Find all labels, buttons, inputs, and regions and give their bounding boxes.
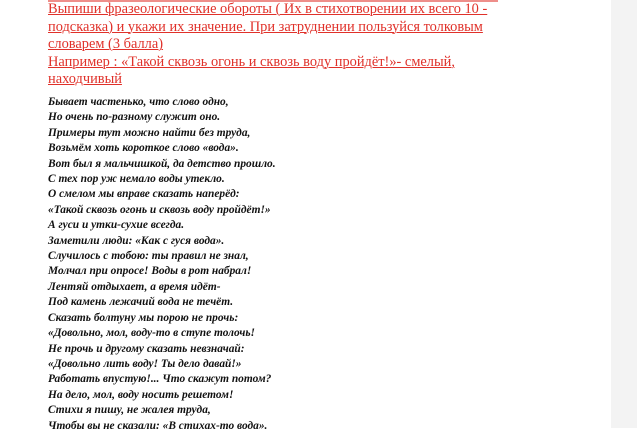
- poem-line: Не прочь и другому сказать невзначай:: [48, 342, 245, 355]
- poem-line: «Довольно лить воду! Ты дело давай!»: [48, 357, 242, 370]
- example-line-continued: находчивый: [48, 71, 122, 88]
- poem-line: На дело, мол, воду носить решетом!: [48, 388, 234, 401]
- poem-line: Возьмём хоть короткое слово «вода».: [48, 142, 239, 155]
- poem-line: Стихи я пишу, не жалея труда,: [48, 404, 211, 417]
- right-margin-strip: [611, 0, 637, 428]
- poem-line: С тех пор уж немало воды утекло.: [48, 173, 225, 186]
- poem-line: Молчал при опросе! Воды в рот набрал!: [48, 265, 252, 278]
- poem-line: Заметили люди: «Как с гуся вода».: [48, 234, 225, 247]
- poem-line: Но очень по-разному служит оно.: [48, 111, 221, 124]
- poem-line: Под камень лежачий вода не течёт.: [48, 296, 234, 309]
- poem-line: Сказать болтуну мы порою не прочь:: [48, 311, 239, 324]
- poem-line: Чтобы вы не сказали: «В стихах-то вода».: [48, 419, 268, 432]
- poem-line: Работать впустую!... Что скажут потом?: [48, 373, 272, 386]
- poem-line: Лентяй отдыхает, а время идёт-: [48, 280, 221, 293]
- poem-line: Случилось с тобою: ты правил не знал,: [48, 250, 249, 263]
- poem-line: «Такой сквозь огонь и сквозь воду пройдёт!»: [48, 203, 271, 216]
- poem-line: О смелом мы вправе сказать наперёд:: [48, 188, 240, 201]
- poem-line: Бывает частенько, что слово одно,: [48, 96, 229, 108]
- poem: [48, 95, 608, 434]
- instruction-line: подсказка) и укажи их значение. При затруднении пользуйся толковым: [48, 18, 483, 35]
- poem-line: «Довольно, мол, воду-то в ступе толочь!: [48, 327, 255, 340]
- example-line: Например : «Такой сквозь огонь и сквозь воду пройдёт!»- смелый,: [48, 53, 455, 70]
- instruction-line: Выпиши фразеологические обороты ( Их в стихотворении их всего 10 -: [48, 1, 488, 17]
- poem-line: Вот был я мальчишкой, да детство прошло.: [48, 157, 276, 170]
- task-instructions: [48, 1, 608, 89]
- poem-line: А гуси и утки-сухие всегда.: [48, 219, 185, 232]
- poem-line: Примеры тут можно найти без труда,: [48, 126, 251, 139]
- instruction-line: словарем (3 балла): [48, 36, 164, 53]
